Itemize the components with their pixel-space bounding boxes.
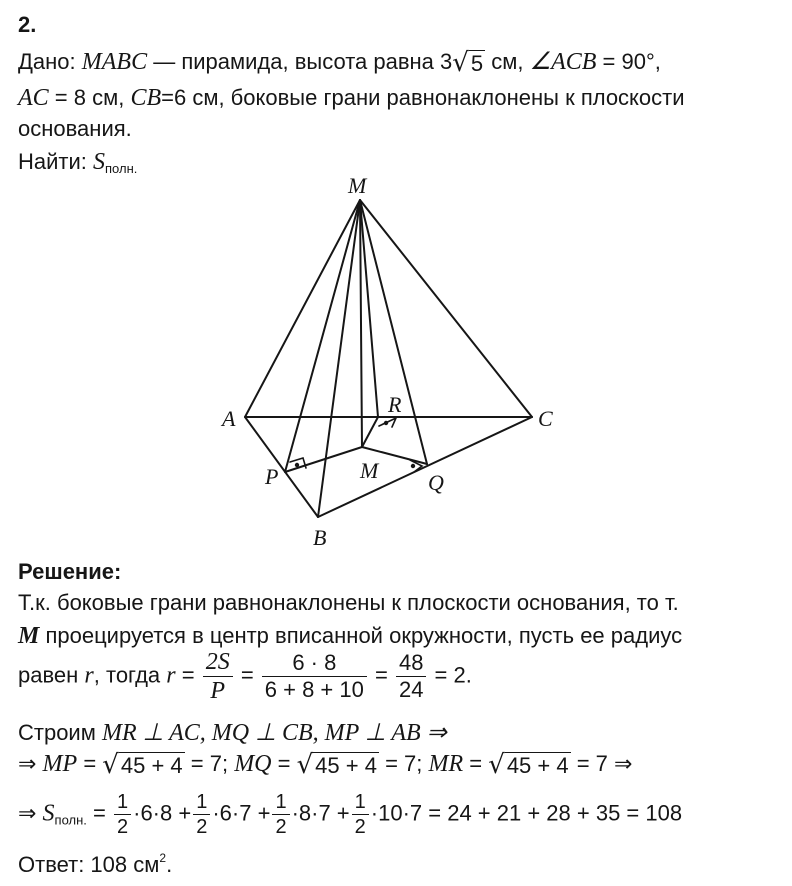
val-mr: = 7 ⇒ (570, 751, 633, 776)
apothem-mp (285, 200, 360, 472)
eq-s: = (86, 800, 112, 826)
half-4: $\frac{1}{2}$ (352, 792, 369, 837)
half-3: $\frac{1}{2}$ (272, 792, 289, 837)
sqrt-mq: √45 + 4 (296, 750, 377, 781)
label-p: P (265, 464, 279, 489)
given-text-3: = 90°, (596, 49, 661, 74)
seg-mq: MQ (234, 751, 272, 777)
implies-1: ⇒ (18, 751, 43, 776)
height-radicand: 5 (470, 51, 484, 77)
radius-to-r (362, 417, 378, 447)
solution-text-2: проецируется в центр вписанной окружности, пусть ее радиус (39, 623, 683, 648)
height-line (360, 200, 362, 447)
side-cb: CB (130, 85, 162, 111)
solution-line-3 (18, 650, 472, 703)
sqrt-mp: √45 + 4 (102, 750, 183, 781)
val-mq: = 7; (378, 751, 429, 776)
seg-mr: MR (428, 751, 464, 777)
find-subscript: полн. (105, 161, 138, 176)
edge-ab (245, 417, 318, 517)
radius-result: = 2. (428, 662, 472, 688)
half-1: $\frac{1}{2}$ (114, 792, 131, 837)
height-coef: 3 (440, 49, 453, 74)
implies-2: ⇒ (18, 800, 43, 826)
symbol-r: r (84, 662, 94, 689)
given-label: Дано: (18, 49, 76, 74)
point-m: M (18, 623, 40, 649)
find-label: Найти: (18, 149, 94, 174)
label-a: A (222, 406, 236, 431)
answer-line (18, 852, 172, 876)
eq-mp: = (77, 751, 103, 776)
term-3: ·8·7 + (291, 800, 350, 826)
solution-line-1: Т.к. боковые грани равнонаклонены к плоскости основания, то т. (18, 590, 679, 615)
solution-text-4a: Строим (18, 720, 102, 745)
eq-3: = (368, 662, 394, 688)
solution-heading: Решение: (18, 559, 122, 584)
angle-acb: ∠ACB (529, 49, 597, 75)
fraction-48-over-24: $\frac{48}{24}$ (396, 652, 426, 701)
total-area-symbol: S (42, 800, 55, 827)
label-r: R (388, 392, 402, 417)
answer-text: Ответ: 108 см (18, 852, 160, 877)
total-area-sub: полн. (54, 812, 87, 828)
label-c: C (538, 406, 553, 431)
pyramid-name: MABC (81, 49, 148, 75)
eq-mq: = (271, 751, 297, 776)
label-b: B (313, 525, 327, 550)
edge-mb (318, 200, 360, 517)
height-sqrt: √5 (452, 48, 484, 79)
label-m-center: M (360, 458, 379, 483)
eq-2: = (234, 662, 260, 688)
edge-ma (245, 200, 360, 417)
answer-exponent: 2 (159, 851, 167, 865)
given-line-3: основания. (18, 116, 132, 141)
val-mp: = 7; (184, 751, 235, 776)
solution-text-3a: равен (18, 662, 85, 688)
fraction-2s-over-p: $\frac{2S}{P}$ (203, 650, 233, 703)
symbol-r-2: r (166, 662, 176, 689)
eq-mr: = (463, 751, 489, 776)
label-q: Q (428, 470, 444, 495)
dot-q (411, 464, 415, 468)
find-symbol: S (93, 149, 106, 175)
edge-bc (318, 417, 532, 517)
answer-end: . (166, 852, 173, 877)
solution-line-2 (18, 624, 682, 648)
solution-line-4 (18, 721, 447, 745)
given-text-1: — пирамида, высота равна (147, 49, 441, 74)
fraction-product-over-perimeter: $\frac{6 \cdot 8}{6 + 8 + 10}$ (262, 652, 367, 701)
solution-line-5 (18, 750, 633, 781)
term-2: ·6·7 + (212, 800, 271, 826)
given-text-2: см, (485, 49, 530, 74)
term-4: ·10·7 = 24 + 21 + 28 + 35 = 108 (370, 800, 683, 826)
half-2: $\frac{1}{2}$ (193, 792, 210, 837)
dot-r (384, 421, 388, 425)
sqrt-mr: √45 + 4 (488, 750, 569, 781)
problem-number: 2. (18, 12, 37, 37)
given-text-5: =6 см, боковые грани равнонаклонены к плоскости (161, 85, 685, 110)
dot-p (295, 463, 299, 467)
solution-line-6 (18, 792, 682, 837)
edge-mc (360, 200, 532, 417)
term-1: ·6·8 + (133, 800, 192, 826)
perpendiculars: MR ⊥ AC, MQ ⊥ CB, MP ⊥ AB ⇒ (101, 720, 447, 746)
seg-mp: MP (42, 751, 78, 777)
solution-text-3b: , тогда (93, 662, 167, 688)
eq-1: = (175, 662, 201, 688)
label-m-top: M (348, 173, 367, 198)
side-ac: AC (18, 85, 49, 111)
given-text-4: = 8 см, (48, 85, 131, 110)
